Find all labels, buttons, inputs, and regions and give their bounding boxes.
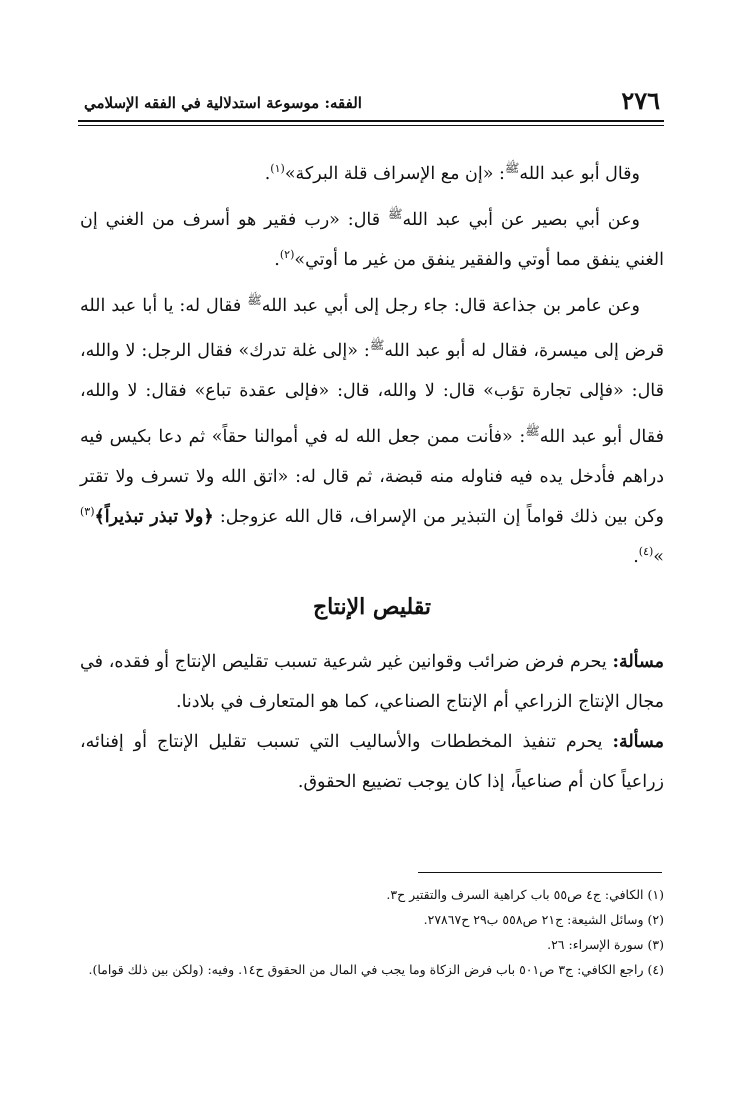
issue-text: يحرم فرض ضرائب وقوانين غير شرعية تسبب تقليص الإنتاج أو فقده، في مجال الإنتاج الزراعي أم الإنتاج الصناعي، كما هو المتعارف في بلادنا. bbox=[80, 652, 664, 712]
footnote-4: (٤) راجع الكافي: ج٣ ص٥٠١ باب فرض الزكاة وما يجب في المال من الحقوق ح١٤. وفيه: (ولكن بين ذلك قواما). bbox=[88, 962, 664, 977]
issue-label: مسألة: bbox=[612, 652, 664, 672]
page-header bbox=[78, 86, 664, 120]
honorific-symbol: ﷺ bbox=[525, 424, 540, 439]
issue-1 bbox=[80, 642, 664, 722]
running-title: الفقه: موسوعة استدلالية في الفقه الإسلامي bbox=[84, 94, 362, 112]
paragraph-1: وقال أبو عبد الله$^ﷺ$: «إن مع الإسراف قلة البركة»$^{(١)}$. bbox=[264, 161, 640, 184]
issue-2 bbox=[80, 722, 664, 802]
footnote-2: (٢) وسائل الشيعة: ج٢١ ص٥٥٨ ب٢٩ ح٢٧٨٦٧. bbox=[423, 912, 664, 927]
section-heading: تقليص الإنتاج bbox=[312, 594, 432, 620]
issue-label: مسألة: bbox=[612, 732, 664, 752]
honorific-symbol: ﷺ bbox=[504, 161, 520, 175]
honorific-symbol: ﷺ bbox=[369, 338, 385, 353]
footnote-ref-1[interactable]: (١) bbox=[270, 162, 285, 175]
header-rule-thin bbox=[78, 125, 664, 126]
issues-section bbox=[80, 642, 664, 802]
header-rule-thick bbox=[78, 120, 664, 122]
paragraph-2: وعن أبي بصير عن أبي عبد الله$^ﷺ$ قال: «رب فقير هو أسرف من الغني إن الغني ينفق مما أوتي والفقير ينفق من غير ما أوتي»$^{(٢)}$. bbox=[80, 206, 664, 270]
footnote-separator bbox=[418, 872, 662, 873]
footnote-ref-4[interactable]: (٤) bbox=[638, 545, 654, 559]
footnote-3: (٣) سورة الإسراء: ٢٦. bbox=[547, 937, 664, 952]
footnote-ref-2[interactable]: (٢) bbox=[279, 247, 295, 261]
paragraph-3: وعن عامر بن جذاعة قال: جاء رجل إلى أبي عبد الله$^ﷺ$ فقال له: يا أبا عبد الله قرض إلى ميسرة، فقال له أبو عبد الله$^ﷺ$: «إلى غلة تدرك» فقال الرجل: لا والله، قال: «فإلى تجارة تؤب» قال: لا والله، قال: «فإلى عقدة تباع» فقال: لا والله، فقال أبو عبد الله$^ﷺ$: «فأنت ممن جعل الله له في أموالنا حقاً» ثم دعا بكيس فيه دراهم فأدخل يده فيه فناوله منه قبضة، ثم قال له: «اتق الله ولا تسرف ولا تقتر وكن بين ذلك قواماً إن التبذير من الإسراف، قال الله عزوجل: ﴿ولا تبذر تبذيراً﴾$^{(٣)}$ »$^{(٤)}$. bbox=[80, 292, 664, 568]
issue-text: يحرم تنفيذ المخططات والأساليب التي تسبب تقليل الإنتاج أو إفنائه، زراعياً كان أم صناعياً، إذا كان يوجب تضييع الحقوق. bbox=[80, 732, 664, 792]
footnotes bbox=[80, 882, 664, 982]
page-number: ٢٧٦ bbox=[621, 86, 660, 115]
footnote-1: (١) الكافي: ج٤ ص٥٥ باب كراهية السرف والتقتير ح٣. bbox=[386, 887, 664, 902]
quran-verse: ﴿ولا تبذر تبذيراً﴾ bbox=[94, 507, 214, 528]
main-text bbox=[80, 148, 664, 577]
footnote-ref-3[interactable]: (٣) bbox=[80, 505, 95, 519]
honorific-symbol: ﷺ bbox=[388, 206, 403, 221]
honorific-symbol: ﷺ bbox=[247, 292, 262, 307]
